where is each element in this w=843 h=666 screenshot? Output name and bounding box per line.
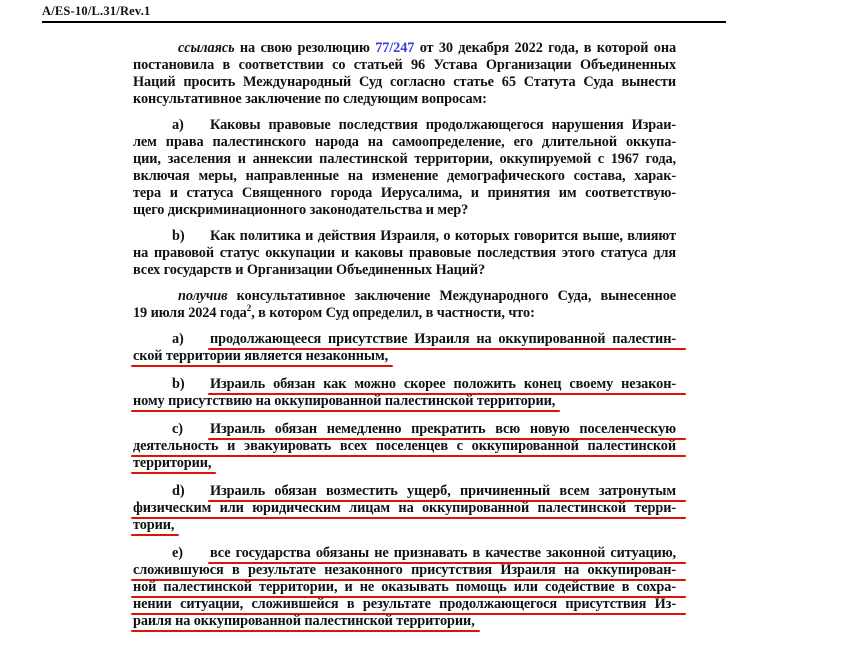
red-underline-annotation bbox=[131, 534, 179, 537]
line-text bbox=[133, 438, 676, 455]
document-line bbox=[133, 134, 676, 151]
line-text bbox=[178, 288, 676, 305]
document-line bbox=[133, 40, 676, 57]
document-line bbox=[133, 596, 676, 613]
line-text bbox=[133, 151, 676, 168]
paragraph-having-received bbox=[133, 288, 676, 322]
paragraph-finding-c bbox=[133, 421, 676, 472]
list-label: c) bbox=[172, 421, 183, 437]
paragraph-finding-d bbox=[133, 483, 676, 534]
text-segment: тера и статуса Священного города Иерусалима, и принятия им соответствую- bbox=[133, 185, 676, 201]
text-segment: нении ситуации, сложившейся в результате продолжающегося присутствия Из- bbox=[133, 596, 676, 612]
document-line bbox=[133, 579, 676, 596]
text-segment: Каковы правовые последствия продолжающегося нарушения Израи- bbox=[210, 117, 676, 133]
text-segment: тории, bbox=[133, 517, 175, 533]
document-line bbox=[133, 245, 676, 262]
document-line bbox=[133, 57, 676, 74]
text-segment: Как политика и действия Израиля, о которых говорится выше, влияют bbox=[210, 228, 676, 244]
line-text bbox=[133, 596, 676, 613]
document-line bbox=[133, 376, 676, 393]
text-segment: консультативное заключение по следующим вопросам: bbox=[133, 91, 487, 107]
line-text bbox=[133, 74, 676, 91]
paragraph-question-a bbox=[133, 117, 676, 219]
line-text bbox=[133, 348, 388, 365]
line-text bbox=[210, 331, 676, 348]
line-text bbox=[133, 185, 676, 202]
line-text bbox=[210, 545, 676, 562]
line-text bbox=[133, 455, 211, 472]
text-segment: деятельность и эвакуировать всех поселенцев с оккупированной палестинской bbox=[133, 438, 676, 454]
document-line bbox=[133, 393, 676, 410]
header-rule bbox=[42, 21, 726, 23]
line-text bbox=[133, 168, 676, 185]
document-line bbox=[133, 455, 676, 472]
document-line bbox=[133, 288, 676, 305]
text-segment: , в котором Суд определил, в частности, что: bbox=[251, 305, 535, 321]
line-text bbox=[133, 202, 468, 219]
line-text bbox=[133, 579, 676, 596]
text-segment: Израиль обязан немедленно прекратить всю новую поселенческую bbox=[210, 421, 676, 437]
text-segment: включая меры, направленные на изменение демографического состава, харак- bbox=[133, 168, 676, 184]
text-segment: ной палестинской территории, и не оказывать помощь или содействие в сохра- bbox=[133, 579, 676, 595]
red-underline-annotation bbox=[131, 410, 560, 413]
paragraph-finding-e bbox=[133, 545, 676, 630]
line-text bbox=[210, 117, 676, 134]
text-segment: ской территории является незаконным, bbox=[133, 348, 389, 364]
lead-word: ссылаясь bbox=[178, 40, 235, 56]
text-segment: на правовой статус оккупации и каковы правовые последствия этого статуса для bbox=[133, 245, 676, 261]
paragraph-finding-a bbox=[133, 331, 676, 365]
text-segment: 19 июля 2024 года bbox=[133, 305, 247, 321]
document-line bbox=[133, 91, 676, 108]
document-line bbox=[133, 262, 676, 279]
text-segment: постановила в соответствии со статьей 96 Устава Организации Объединенных bbox=[133, 57, 676, 73]
resolution-link[interactable]: 77/247 bbox=[375, 40, 415, 56]
red-underline-annotation bbox=[131, 630, 480, 633]
document-line bbox=[133, 168, 676, 185]
document-symbol: A/ES-10/L.31/Rev.1 bbox=[42, 4, 151, 18]
line-text bbox=[133, 500, 676, 517]
red-underline-annotation bbox=[131, 365, 393, 368]
text-segment: Наций просить Международный Суд согласно статье 65 Статута Суда вынести bbox=[133, 74, 676, 90]
document-line bbox=[133, 613, 676, 630]
text-segment: консультативное заключение Международного Суда, вынесенное bbox=[227, 288, 676, 304]
document-line bbox=[133, 438, 676, 455]
text-segment: территории, bbox=[133, 455, 212, 471]
line-text bbox=[210, 483, 676, 500]
document-line bbox=[133, 348, 676, 365]
line-text bbox=[210, 228, 676, 245]
text-segment: раиля на оккупированной палестинской территории, bbox=[133, 613, 475, 629]
lead-word: получив bbox=[178, 288, 228, 304]
text-segment: лем права палестинского народа на самоопределение, его длительной оккупа- bbox=[133, 134, 676, 150]
footnote-ref: 2 bbox=[246, 303, 252, 314]
line-text bbox=[133, 245, 676, 262]
line-text bbox=[133, 562, 676, 579]
text-segment: щего дискриминационного законодательства и мер? bbox=[133, 202, 469, 218]
document-line bbox=[133, 228, 676, 245]
document-line bbox=[133, 483, 676, 500]
text-segment: физическим или юридическим лицам на оккупированной палестинской терри- bbox=[133, 500, 676, 516]
list-label: d) bbox=[172, 483, 185, 499]
line-text bbox=[210, 376, 676, 393]
paragraph-finding-b bbox=[133, 376, 676, 410]
line-text bbox=[133, 262, 485, 279]
text-segment: Израиль обязан возместить ущерб, причиненный всем затронутым bbox=[210, 483, 676, 499]
line-text bbox=[133, 57, 676, 74]
document-line bbox=[133, 185, 676, 202]
line-text bbox=[133, 393, 555, 410]
line-text bbox=[133, 91, 487, 108]
line-text bbox=[133, 305, 535, 322]
document-line bbox=[133, 421, 676, 438]
paragraph-recalling bbox=[133, 40, 676, 108]
document-line bbox=[133, 305, 676, 322]
line-text bbox=[178, 40, 676, 57]
text-segment: все государства обязаны не признавать в качестве законной ситуацию, bbox=[210, 545, 676, 561]
line-text bbox=[133, 517, 174, 534]
document-line bbox=[133, 545, 676, 562]
document-line bbox=[133, 151, 676, 168]
document-line bbox=[133, 74, 676, 91]
text-segment: ции, заселения и аннексии палестинской территории, оккупируемой с 1967 года, bbox=[133, 151, 676, 167]
document-line bbox=[133, 117, 676, 134]
text-segment: от 30 декабря 2022 года, в которой она bbox=[414, 40, 677, 56]
document-line bbox=[133, 517, 676, 534]
document-body bbox=[133, 40, 676, 641]
list-label: b) bbox=[172, 376, 185, 392]
text-segment: на свою резолюцию bbox=[234, 40, 376, 56]
text-segment: продолжающееся присутствие Израиля на оккупированной палестин- bbox=[210, 331, 676, 347]
list-label: e) bbox=[172, 545, 183, 561]
list-label: a) bbox=[172, 117, 184, 133]
document-line bbox=[133, 331, 676, 348]
document-line bbox=[133, 562, 676, 579]
list-label: a) bbox=[172, 331, 184, 347]
text-segment: сложившуюся в результате незаконного присутствия Израиля на оккупирован- bbox=[133, 562, 676, 578]
line-text bbox=[210, 421, 676, 438]
line-text bbox=[133, 613, 475, 630]
red-underline-annotation bbox=[131, 472, 216, 475]
document-line bbox=[133, 202, 676, 219]
line-text bbox=[133, 134, 676, 151]
text-segment: ному присутствию на оккупированной палестинской территории, bbox=[133, 393, 556, 409]
list-label: b) bbox=[172, 228, 185, 244]
text-segment: Израиль обязан как можно скорее положить конец своему незакон- bbox=[210, 376, 676, 392]
document-line bbox=[133, 500, 676, 517]
text-segment: всех государств и Организации Объединенных Наций? bbox=[133, 262, 486, 278]
paragraph-question-b bbox=[133, 228, 676, 279]
